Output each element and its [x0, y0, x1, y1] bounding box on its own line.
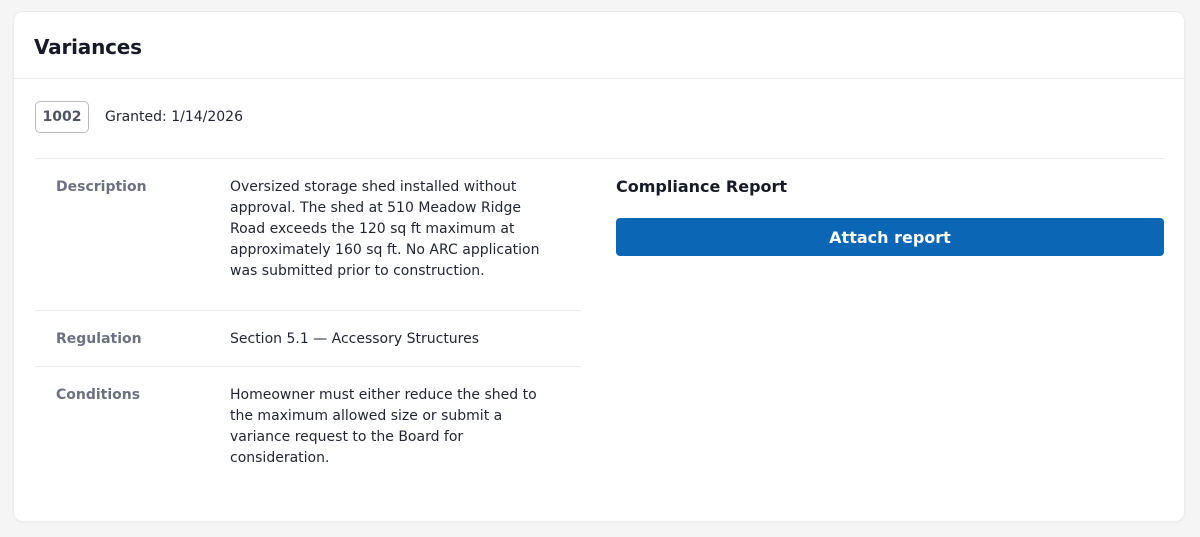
compliance-report-section	[616, 176, 1164, 256]
conditions-label: Conditions	[56, 387, 141, 403]
detail-row-conditions	[35, 367, 581, 487]
variances-panel	[13, 11, 1185, 522]
panel-header	[14, 12, 1184, 79]
detail-row-description	[35, 159, 581, 311]
panel-title: Variances	[34, 35, 142, 59]
variance-details	[35, 159, 581, 487]
variance-id-badge: 1002	[35, 101, 89, 133]
granted-date: Granted: 1/14/2026	[105, 109, 243, 125]
variance-meta	[35, 101, 243, 133]
conditions-value: Homeowner must either reduce the shed to the maximum allowed size or submit a variance request to the Board for consideration.	[230, 387, 537, 466]
compliance-report-title: Compliance Report	[616, 177, 788, 196]
regulation-label: Regulation	[56, 331, 142, 347]
attach-report-button[interactable]: Attach report	[616, 218, 1164, 256]
detail-row-regulation	[35, 311, 581, 367]
regulation-value: Section 5.1 — Accessory Structures	[230, 331, 480, 347]
description-value: Oversized storage shed installed without approval. The shed at 510 Meadow Ridge Road exceeds the 120 sq ft maximum at approximately 160 sq ft. No ARC application was submitted prior to construction.	[230, 179, 540, 279]
description-label: Description	[56, 179, 147, 195]
